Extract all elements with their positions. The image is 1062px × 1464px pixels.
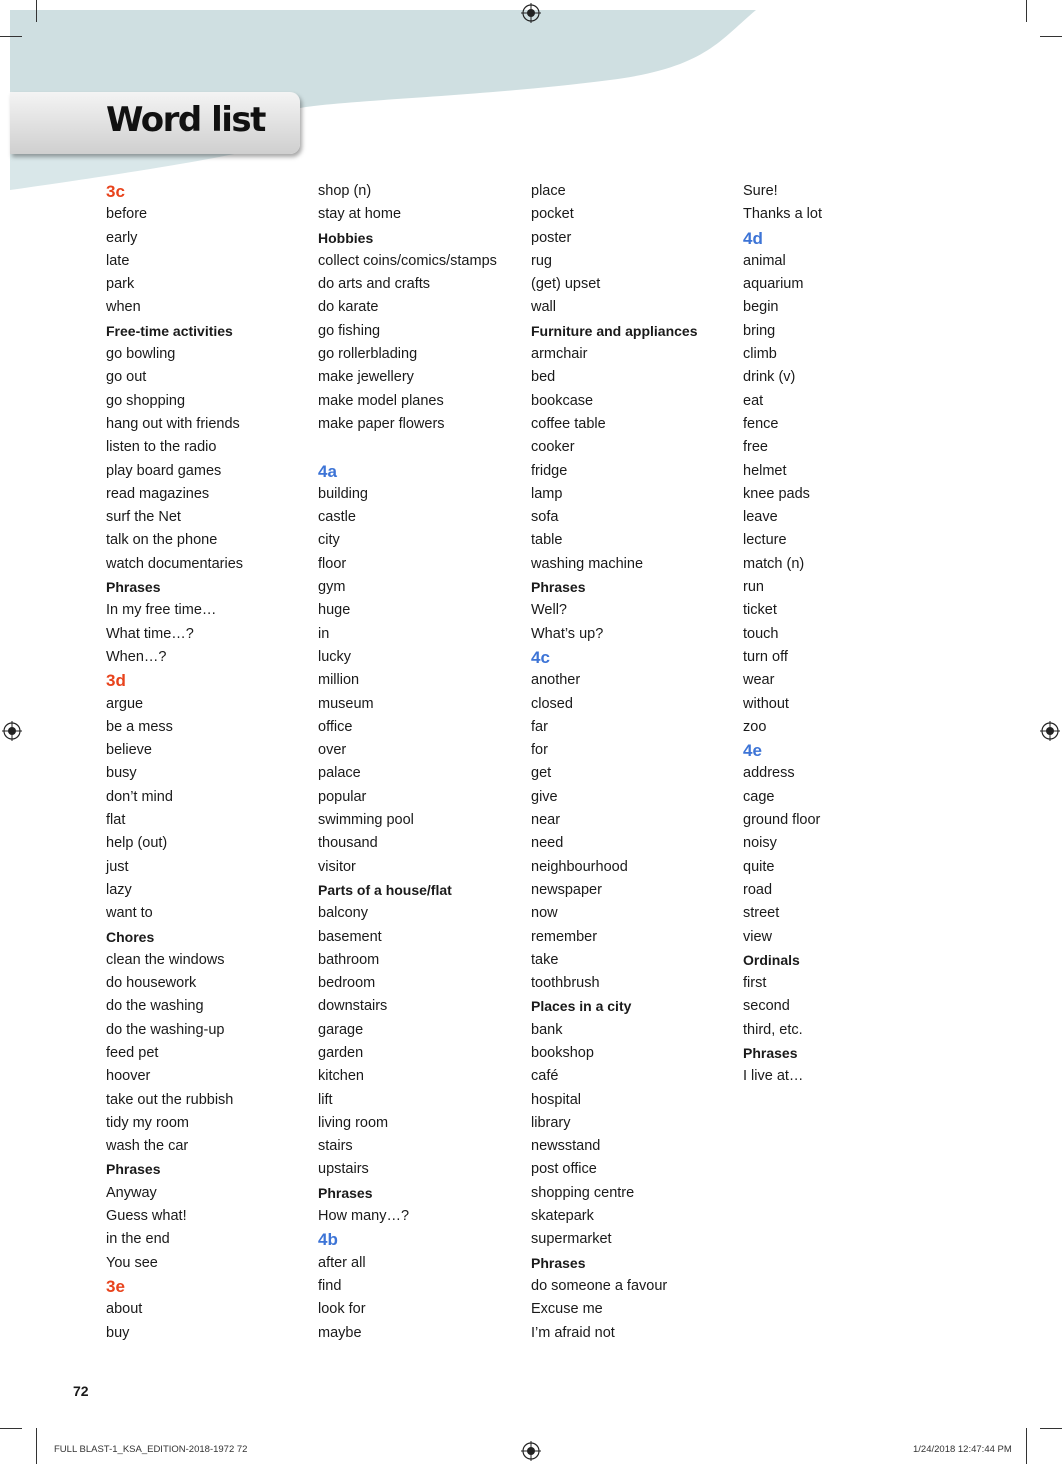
word-entry: talk on the phone [106, 532, 218, 549]
word-entry: huge [318, 602, 351, 619]
word-entry: I live at… [743, 1068, 804, 1085]
word-entry: go shopping [106, 392, 186, 409]
word-entry: Thanks a lot [743, 206, 822, 223]
word-entry: want to [106, 905, 153, 922]
word-entry: kitchen [318, 1068, 364, 1085]
word-entry: zoo [743, 718, 767, 735]
word-column-1 [106, 180, 316, 1345]
word-entry: noisy [743, 835, 777, 852]
section-heading: Phrases [531, 579, 586, 596]
word-entry: do karate [318, 299, 379, 316]
word-entry: for [531, 742, 548, 759]
word-entry: far [531, 718, 548, 735]
word-entry: How many…? [318, 1208, 410, 1225]
word-entry: do the washing-up [106, 1021, 225, 1038]
word-entry: supermarket [531, 1231, 612, 1248]
word-entry: place [531, 183, 566, 199]
word-entry: don’t mind [106, 788, 173, 805]
word-entry: gym [318, 579, 346, 596]
word-entry: What’s up? [531, 625, 604, 642]
word-entry: eat [743, 392, 764, 409]
word-entry: hang out with friends [106, 415, 240, 432]
word-entry: remember [531, 928, 598, 945]
word-entry: argue [106, 695, 144, 712]
word-entry: late [106, 252, 130, 269]
word-entry: over [318, 742, 347, 759]
word-entry: third, etc. [743, 1021, 803, 1038]
word-entry: go fishing [318, 322, 381, 339]
word-entry: clean the windows [106, 951, 225, 968]
word-entry: do someone a favour [531, 1277, 668, 1294]
word-entry: neighbourhood [531, 858, 628, 875]
word-entry: flat [106, 812, 126, 829]
registration-mark-icon [521, 3, 541, 23]
word-entry: swimming pool [318, 812, 414, 829]
section-heading: Phrases [531, 1254, 586, 1271]
section-heading: Phrases [106, 579, 161, 596]
word-entry: table [531, 532, 563, 549]
word-entry: go rollerblading [318, 346, 418, 363]
word-entry: shopping centre [531, 1184, 635, 1201]
word-entry: garage [318, 1021, 364, 1038]
word-entry: do arts and crafts [318, 276, 431, 293]
word-entry: wash the car [106, 1138, 189, 1155]
word-entry: second [743, 998, 790, 1015]
section-heading: Places in a city [531, 998, 632, 1015]
word-entry: tidy my room [106, 1114, 189, 1131]
registration-mark-icon [521, 1441, 541, 1461]
crop-mark [0, 36, 22, 37]
word-entry: take [531, 951, 559, 968]
page-number: 72 [73, 1383, 89, 1399]
word-entry: match (n) [743, 555, 805, 572]
word-entry: believe [106, 742, 152, 759]
word-entry: touch [743, 625, 779, 642]
word-entry: read magazines [106, 485, 210, 502]
word-entry: do the washing [106, 998, 204, 1015]
word-entry: lazy [106, 881, 132, 898]
word-entry: road [743, 881, 773, 898]
word-entry: living room [318, 1114, 389, 1131]
word-entry: in the end [106, 1231, 170, 1248]
word-entry: fridge [531, 462, 568, 479]
word-entry: building [318, 485, 368, 502]
word-entry: garden [318, 1044, 364, 1061]
word-entry: lift [318, 1091, 333, 1108]
word-entry: make paper flowers [318, 415, 445, 432]
word-entry: post office [531, 1161, 597, 1178]
crop-mark [0, 1428, 22, 1429]
print-timestamp: 1/24/2018 12:47:44 PM [913, 1444, 1012, 1455]
word-entry: when [106, 299, 141, 316]
word-entry: poster [531, 229, 572, 246]
word-entry: bed [531, 369, 556, 386]
word-entry: view [743, 928, 773, 945]
word-entry: first [743, 975, 767, 992]
unit-heading: 4c [531, 647, 550, 667]
word-entry: ticket [743, 602, 777, 619]
word-entry: listen to the radio [106, 439, 217, 456]
crop-mark [1040, 1428, 1062, 1429]
word-entry: bring [743, 322, 776, 339]
word-entry: get [531, 765, 552, 782]
word-entry: armchair [531, 346, 588, 363]
word-entry: feed pet [106, 1044, 159, 1061]
word-entry: park [106, 276, 135, 293]
word-entry: leave [743, 509, 778, 526]
word-column-2 [318, 180, 528, 1345]
word-entry: do housework [106, 975, 197, 992]
word-entry: drink (v) [743, 369, 796, 386]
word-entry: Excuse me [531, 1301, 603, 1318]
word-entry: bedroom [318, 975, 376, 992]
word-entry: climb [743, 346, 777, 363]
word-entry: What time…? [106, 625, 194, 642]
word-entry: lucky [318, 648, 352, 665]
crop-mark [1026, 0, 1027, 22]
section-heading: Chores [106, 928, 155, 945]
word-entry: stairs [318, 1138, 353, 1155]
word-entry: hospital [531, 1091, 581, 1108]
word-entry: bookcase [531, 392, 594, 409]
word-entry: run [743, 579, 764, 596]
word-entry: coffee table [531, 415, 606, 432]
word-entry: bank [531, 1021, 563, 1038]
word-entry: cooker [531, 439, 575, 456]
print-slug: FULL BLAST-1_KSA_EDITION-2018-1972 72 [54, 1444, 248, 1455]
crop-mark [1040, 36, 1062, 37]
word-entry: be a mess [106, 718, 173, 735]
word-entry: visitor [318, 858, 356, 875]
word-entry: Anyway [106, 1184, 157, 1201]
section-heading: Furniture and appliances [531, 322, 698, 339]
word-entry: Well? [531, 602, 567, 619]
word-entry: stay at home [318, 206, 402, 223]
word-entry: after all [318, 1254, 366, 1271]
word-entry: sofa [531, 509, 559, 526]
word-entry: need [531, 835, 564, 852]
word-entry: give [531, 788, 558, 805]
word-entry: toothbrush [531, 975, 600, 992]
word-entry: You see [106, 1254, 158, 1271]
word-entry: newspaper [531, 881, 602, 898]
word-entry: before [106, 206, 148, 223]
unit-heading: 4a [318, 461, 337, 481]
word-entry: buy [106, 1324, 130, 1341]
word-entry: begin [743, 299, 779, 316]
unit-heading: 4b [318, 1230, 338, 1250]
section-heading: Phrases [106, 1161, 161, 1178]
unit-heading: 3d [106, 671, 126, 691]
word-entry: wear [743, 672, 775, 689]
word-entry: lecture [743, 532, 787, 549]
word-entry: watch documentaries [106, 555, 244, 572]
word-entry: balcony [318, 905, 368, 922]
word-entry: shop (n) [318, 183, 372, 199]
word-entry: city [318, 532, 340, 549]
word-entry: make jewellery [318, 369, 414, 386]
word-entry: café [531, 1068, 559, 1085]
word-entry: look for [318, 1301, 366, 1318]
registration-mark-icon [1040, 721, 1060, 741]
word-entry: early [106, 229, 138, 246]
unit-heading: 4e [743, 741, 762, 761]
word-entry: cage [743, 788, 775, 805]
word-entry: skatepark [531, 1208, 594, 1225]
word-entry: near [531, 812, 561, 829]
word-entry: Sure! [743, 183, 778, 199]
word-entry: now [531, 905, 558, 922]
word-entry: hoover [106, 1068, 151, 1085]
word-entry: (get) upset [531, 276, 601, 293]
word-entry: bathroom [318, 951, 380, 968]
word-entry: in [318, 625, 330, 642]
word-entry: Guess what! [106, 1208, 187, 1225]
section-heading: Phrases [743, 1044, 798, 1061]
word-entry: wall [531, 299, 556, 316]
crop-mark [36, 1428, 37, 1464]
word-entry: collect coins/comics/stamps [318, 252, 497, 269]
section-heading: Hobbies [318, 229, 374, 246]
page-title: Word list [106, 100, 265, 140]
section-heading: Parts of a house/flat [318, 881, 452, 898]
word-entry: busy [106, 765, 137, 782]
word-entry: go out [106, 369, 147, 386]
section-heading: Ordinals [743, 951, 800, 968]
registration-mark-icon [2, 721, 22, 741]
word-entry: million [318, 672, 360, 689]
spacer [318, 436, 528, 459]
word-entry: surf the Net [106, 509, 181, 526]
section-heading: Free-time activities [106, 322, 233, 339]
word-entry: make model planes [318, 392, 444, 409]
word-entry: library [531, 1114, 571, 1131]
word-entry: palace [318, 765, 361, 782]
word-entry: basement [318, 928, 382, 945]
unit-heading: 4d [743, 228, 763, 248]
word-entry: play board games [106, 462, 222, 479]
word-entry: lamp [531, 485, 563, 502]
word-entry: office [318, 718, 353, 735]
word-entry: quite [743, 858, 775, 875]
word-entry: street [743, 905, 780, 922]
word-entry: pocket [531, 206, 574, 223]
word-entry: floor [318, 555, 347, 572]
crop-mark [36, 0, 37, 22]
unit-heading: 3e [106, 1276, 125, 1296]
word-entry: find [318, 1277, 342, 1294]
word-entry: animal [743, 252, 786, 269]
word-entry: just [106, 858, 129, 875]
word-entry: thousand [318, 835, 378, 852]
word-entry: knee pads [743, 485, 810, 502]
word-entry: free [743, 439, 768, 456]
word-entry: washing machine [531, 555, 644, 572]
word-entry: In my free time… [106, 602, 217, 619]
word-entry: ground floor [743, 812, 821, 829]
word-entry: address [743, 765, 795, 782]
word-entry: go bowling [106, 346, 176, 363]
crop-mark [1026, 1428, 1027, 1464]
word-entry: about [106, 1301, 143, 1318]
word-entry: rug [531, 252, 552, 269]
word-column-4 [743, 180, 953, 1089]
word-entry: museum [318, 695, 374, 712]
word-entry: take out the rubbish [106, 1091, 234, 1108]
word-entry: When…? [106, 648, 167, 665]
word-entry: helmet [743, 462, 787, 479]
word-entry: downstairs [318, 998, 388, 1015]
word-entry: help (out) [106, 835, 168, 852]
unit-heading: 3c [106, 182, 125, 201]
word-entry: bookshop [531, 1044, 594, 1061]
word-column-3 [531, 180, 741, 1345]
word-entry: newsstand [531, 1138, 601, 1155]
word-entry: another [531, 672, 581, 689]
word-entry: fence [743, 415, 779, 432]
word-entry: popular [318, 788, 367, 805]
word-entry: closed [531, 695, 573, 712]
section-heading: Phrases [318, 1184, 373, 1201]
word-entry: without [743, 695, 789, 712]
word-entry: aquarium [743, 276, 804, 293]
word-entry: turn off [743, 648, 788, 665]
word-entry: castle [318, 509, 356, 526]
word-entry: maybe [318, 1324, 362, 1341]
word-entry: upstairs [318, 1161, 369, 1178]
word-entry: I’m afraid not [531, 1324, 615, 1341]
